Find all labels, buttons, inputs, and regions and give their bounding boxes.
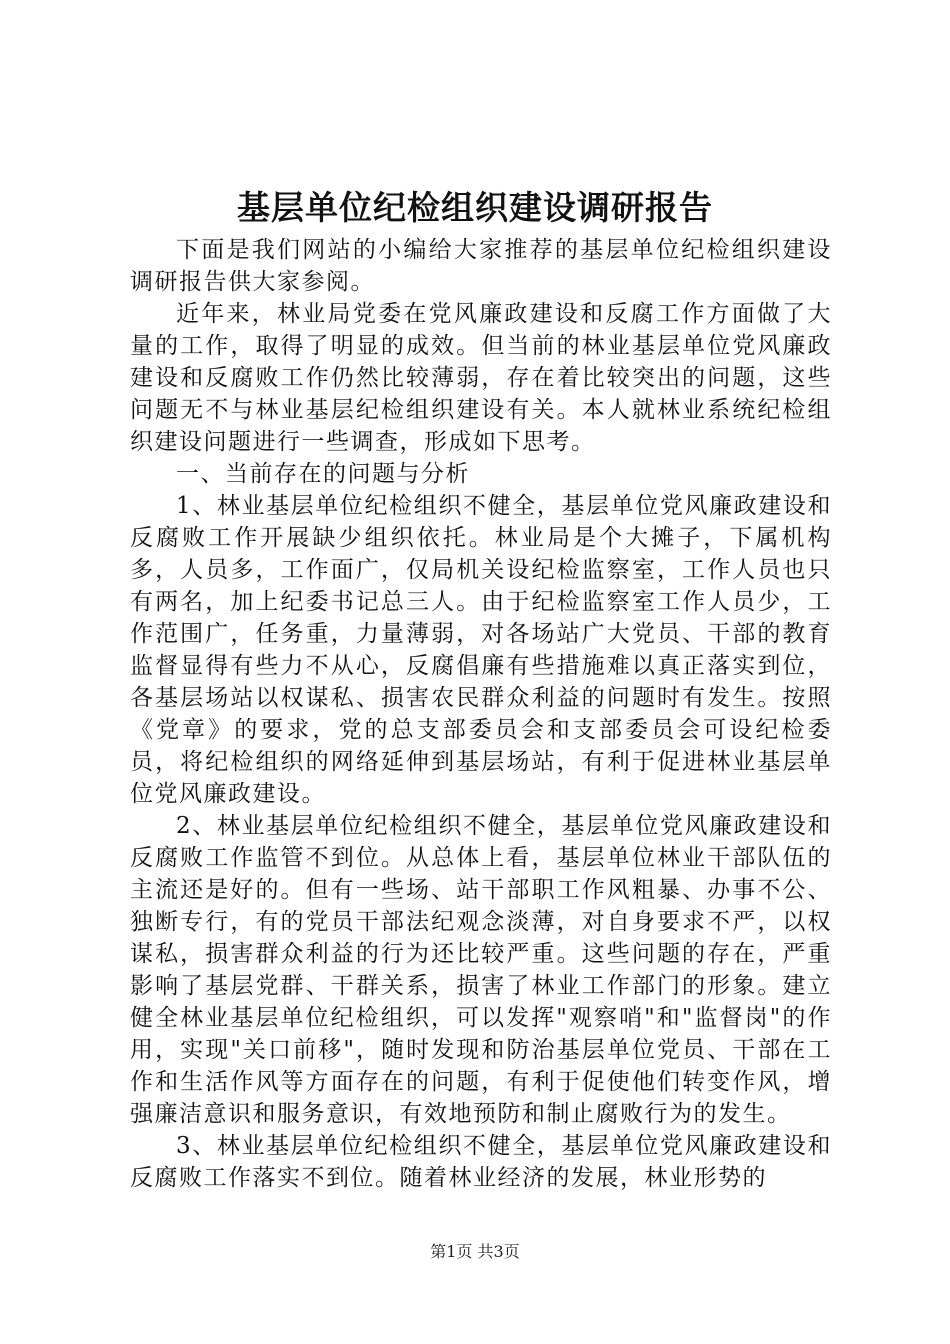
issue-paragraph-3: 3、林业基层单位纪检组织不健全，基层单位党风廉政建设和反腐败工作落实不到位。随着林业经济的发展，林业形势的: [130, 1133, 832, 1191]
intro-paragraph: 下面是我们网站的小编给大家推荐的基层单位纪检组织建设调研报告供大家参阅。: [130, 237, 832, 295]
document-body: [130, 234, 832, 1194]
issue-paragraph-2: 2、林业基层单位纪检组织不健全，基层单位党风廉政建设和反腐败工作监管不到位。从总体上看，基层单位林业干部队伍的主流还是好的。但有一些场、站干部职工作风粗暴、办事不公、独断专行，有的党员干部法纪观念淡薄，对自身要求不严，以权谋私，损害群众利益的行为还比较严重。这些问题的存在，严重影响了基层党群、干群关系，损害了林业工作部门的形象。建立健全林业基层单位纪检组织，可以发挥"观察哨"和"监督岗"的作用，实现"关口前移"，随时发现和防治基层单位党员、干部在工作和生活作风等方面存在的问题，有利于促使他们转变作风，增强廉洁意识和服务意识，有效地预防和制止腐败行为的发生。: [130, 813, 832, 1127]
document-title: 基层单位纪检组织建设调研报告: [237, 188, 713, 227]
background-paragraph: 近年来，林业局党委在党风廉政建设和反腐工作方面做了大量的工作，取得了明显的成效。但当前的林业基层单位党风廉政建设和反腐败工作仍然比较薄弱，存在着比较突出的问题，这些问题无不与林业基层纪检组织建设有关。本人就林业系统纪检组织建设问题进行一些调查，形成如下思考。: [130, 301, 832, 455]
section-heading: 一、当前存在的问题与分析: [176, 461, 470, 487]
page-footer: 第1页 共3页: [430, 1242, 520, 1261]
issue-paragraph-1: 1、林业基层单位纪检组织不健全，基层单位党风廉政建设和反腐败工作开展缺少组织依托。林业局是个大摊子，下属机构多，人员多，工作面广，仅局机关设纪检监察室，工作人员也只有两名，加上纪委书记总三人。由于纪检监察室工作人员少，工作范围广，任务重，力量薄弱，对各场站广大党员、干部的教育监督显得有些力不从心，反腐倡廉有些措施难以真正落实到位，各基层场站以权谋私、损害农民群众利益的问题时有发生。按照《党章》的要求，党的总支部委员会和支部委员会可设纪检委员，将纪检组织的网络延伸到基层场站，有利于促进林业基层单位党风廉政建设。: [130, 493, 832, 807]
